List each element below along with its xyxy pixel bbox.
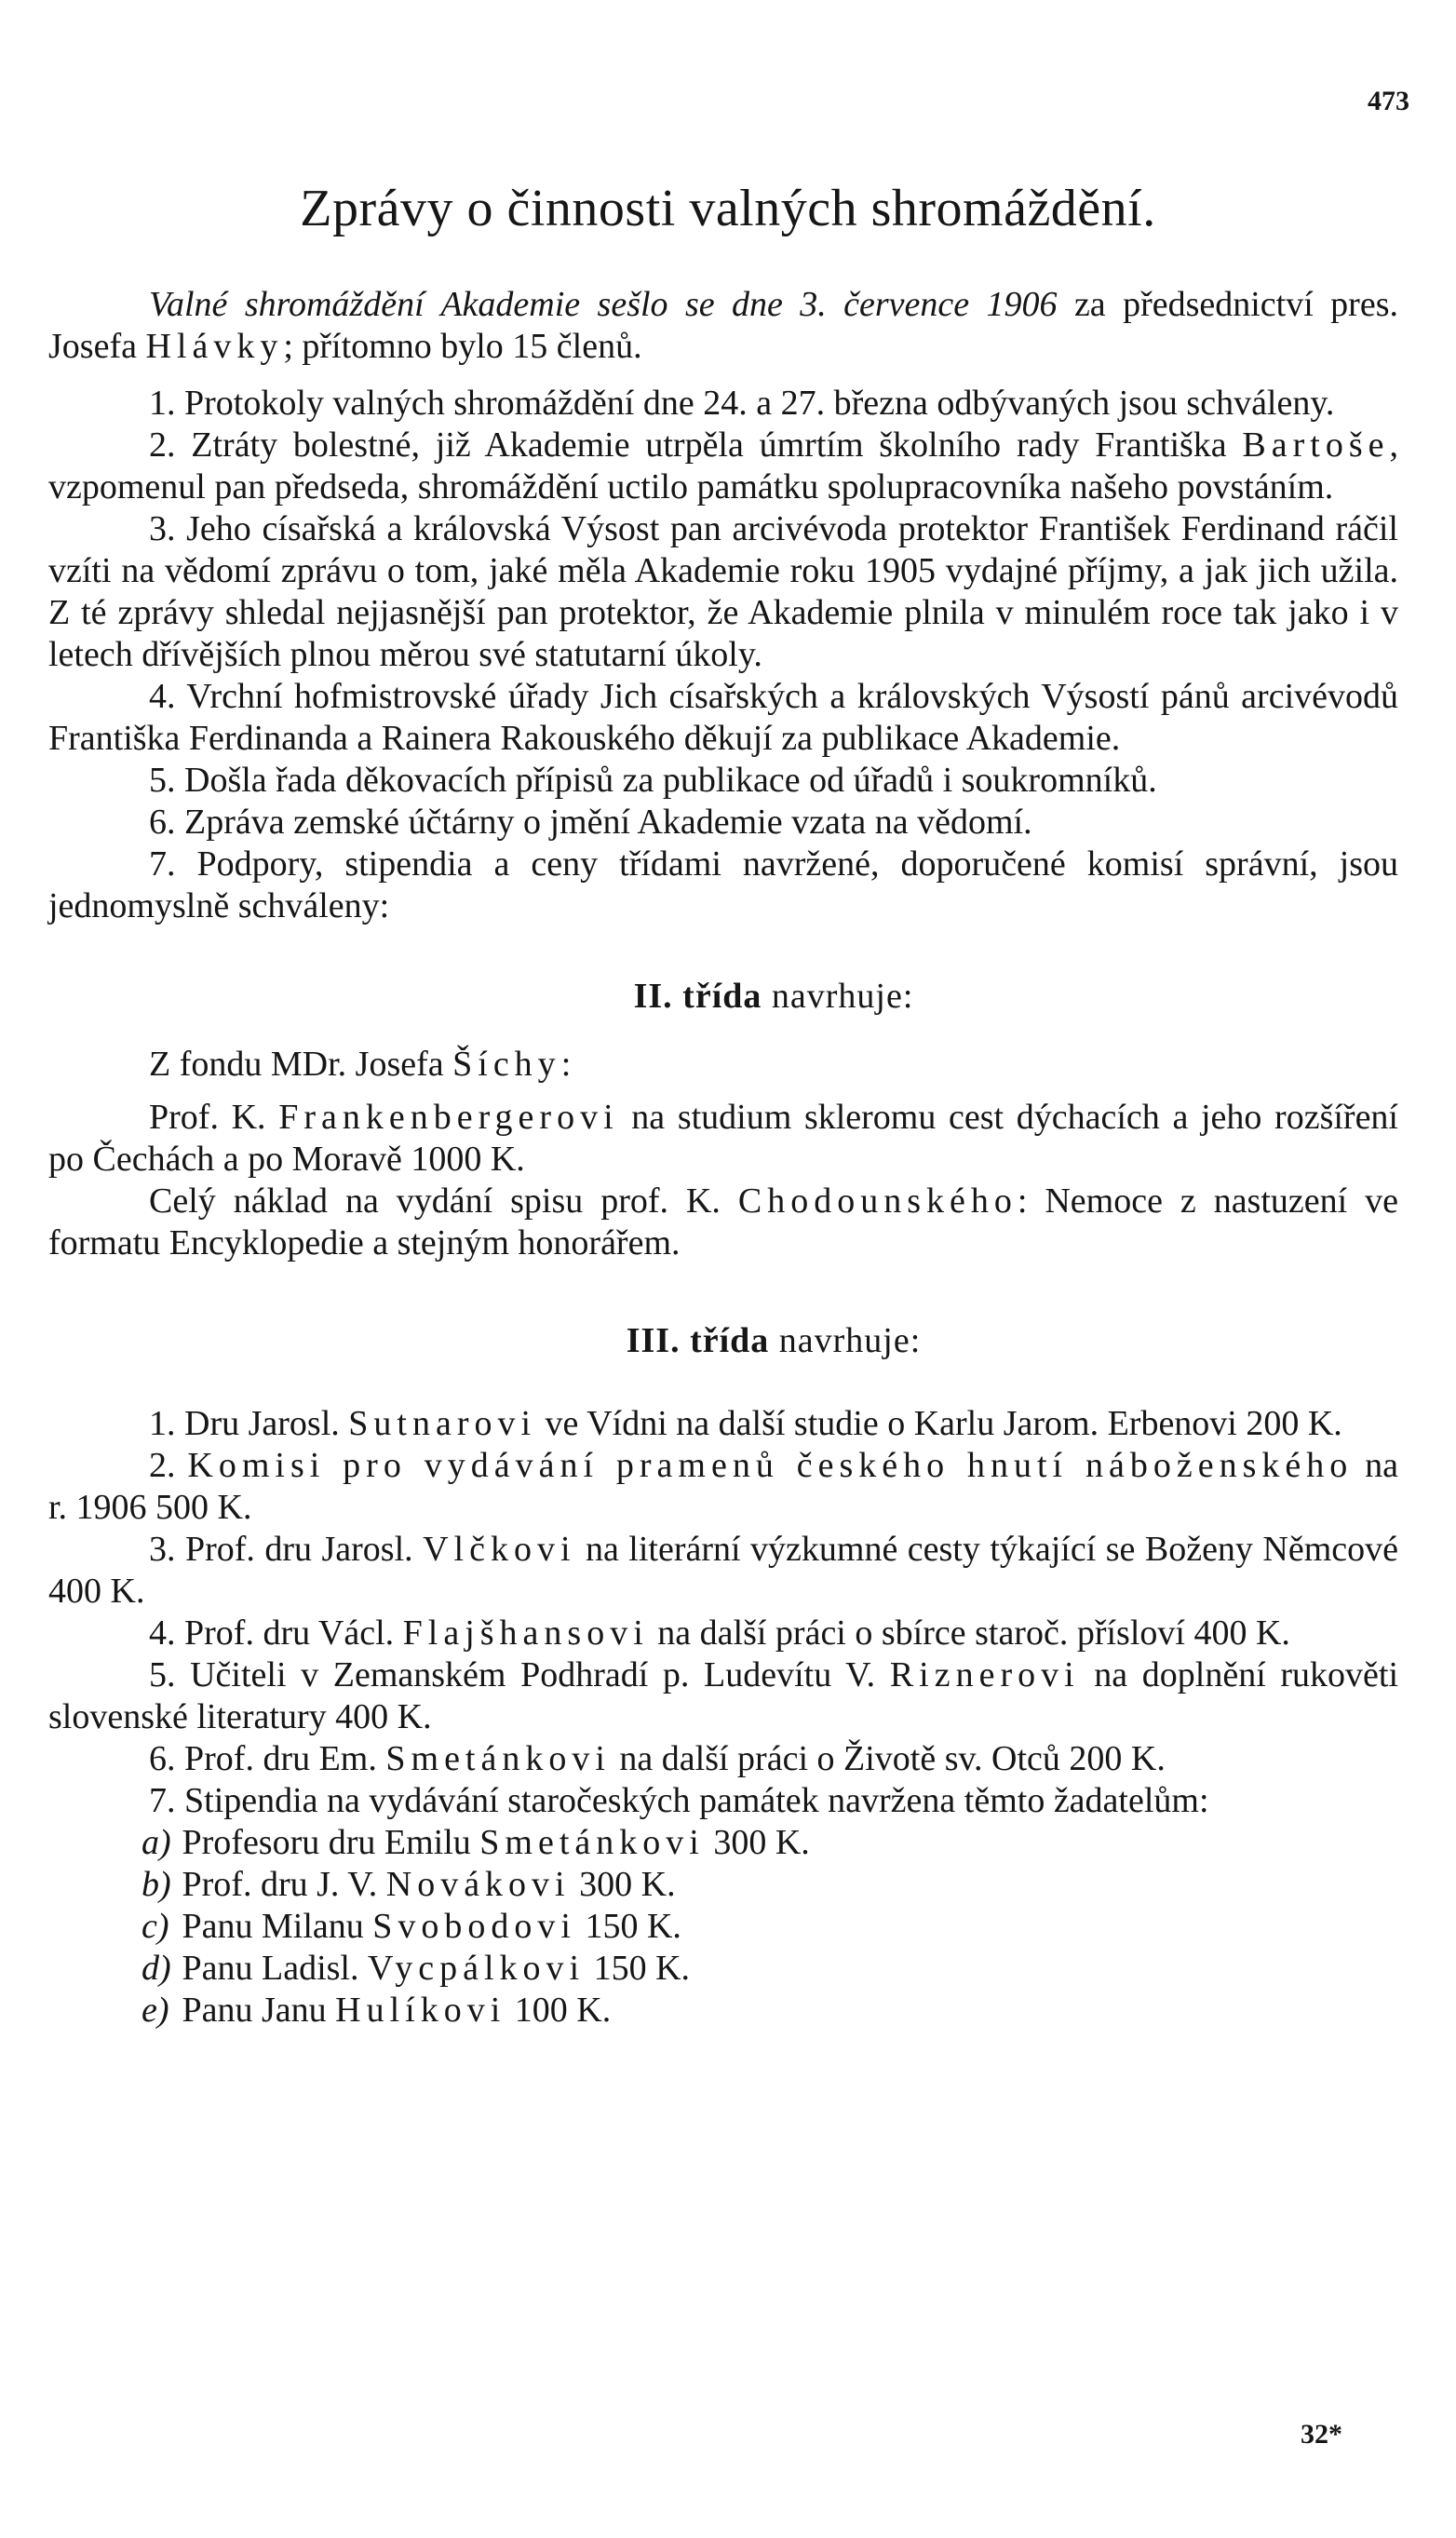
entry-6-text-end: na další práci o Životě sv. Otců 200 K. [610, 1739, 1166, 1778]
list-letter: e) [142, 1991, 169, 2030]
intro-name: Hlávky [145, 327, 284, 366]
list-item [48, 1822, 1398, 1864]
document-body [48, 284, 1398, 2032]
entry-6-name: Smetánkovi [385, 1739, 611, 1778]
item-2-name: Bartoše [1242, 425, 1390, 465]
intro-paragraph [48, 284, 1398, 368]
list-item [48, 1906, 1398, 1948]
intro-text-end: ; přítomno bylo 15 členů. [283, 327, 642, 366]
class-3-entry-7: 7. Stipendia na vydávání staročeských památek navržena těmto žadatelům: [149, 1781, 1209, 1820]
signature-mark: 32* [1301, 2419, 1342, 2450]
fund-name: Šíchy [452, 1045, 561, 1084]
entry-5-name: Riznerovi [889, 1655, 1080, 1694]
page-title: Zprávy o činnosti valných shromáždění. [300, 180, 1156, 237]
entry-5-text: 5. Učiteli v Zemanském Podhradí p. Ludevítu V. [149, 1655, 890, 1694]
list-text: Panu Milanu [182, 1907, 373, 1946]
item-4: 4. Vrchní hofmistrovské úřady Jich císařských a královských Výsostí pánů arcivévodů Františka Ferdinanda a Rainera Rakouského děkují za publikace Akademie. [48, 677, 1398, 758]
entry-2-name: Komisi pro vydávání pramenů českého hnutí náboženského [187, 1446, 1354, 1485]
list-item [48, 1990, 1398, 2032]
award-2-name: Chodounského [737, 1181, 1018, 1221]
list-item [48, 1948, 1398, 1990]
award-1-text: Prof. K. [149, 1098, 279, 1137]
list-name: Novákovi [385, 1865, 571, 1904]
fund-text-end: : [560, 1045, 572, 1084]
entry-1-text-end: ve Vídni na další studie o Karlu Jarom. Erbenovi 200 K. [536, 1404, 1342, 1443]
list-text: Panu Janu [182, 1991, 336, 2030]
entry-1-name: Sutnarovi [348, 1404, 537, 1443]
entry-3-name: Vlčkovi [423, 1530, 576, 1569]
entry-2-text: 2. [149, 1446, 188, 1485]
list-amount: 300 K. [570, 1865, 676, 1904]
item-2 [48, 425, 1398, 508]
class-2-heading [48, 976, 1398, 1018]
entry-6-text: 6. Prof. dru Em. [149, 1739, 386, 1778]
list-letter: a) [142, 1823, 171, 1862]
list-name: Svobodovi [372, 1907, 576, 1946]
award-1-name: Frankenbergerovi [278, 1098, 619, 1137]
award-2-text-end: : Nemoce z nastuzení ve formatu Encyklopedie a stejným honorářem. [48, 1181, 1399, 1262]
list-amount: 100 K. [506, 1991, 612, 2030]
list-name: Smetánkovi [479, 1823, 705, 1862]
list-text: Prof. dru J. V. [182, 1865, 386, 1904]
class-3-heading [48, 1320, 1398, 1362]
class-2-award-1 [48, 1097, 1398, 1181]
page-number: 473 [1368, 86, 1409, 116]
list-text: Panu Ladisl. [182, 1949, 368, 1988]
entry-2-text-end: na r. 1906 500 K. [48, 1446, 1399, 1527]
class-3-heading-rest: navrhuje: [769, 1321, 922, 1360]
entry-1-text: 1. Dru Jarosl. [149, 1404, 349, 1443]
class-3-entry-5 [48, 1654, 1398, 1738]
item-2-text: 2. Ztráty bolestné, již Akademie utrpěla úmrtím školního rady Františka [149, 425, 1243, 465]
list-letter: c) [142, 1907, 169, 1946]
intro-text: za předsednictví pres. Josefa [48, 285, 1398, 366]
list-amount: 150 K. [585, 1949, 691, 1988]
stipend-list [48, 1822, 1398, 2032]
fund-text: Z fondu MDr. Josefa [149, 1045, 453, 1084]
class-3-entry-1 [48, 1403, 1398, 1445]
entry-3-text-end: na literární výzkumné cesty týkající se Boženy Němcové 400 K. [48, 1530, 1398, 1611]
item-7: 7. Podpory, stipendia a ceny třídami navržené, doporučené komisí správní, jsou jednomyslně schváleny: [48, 844, 1398, 925]
list-text: Profesoru dru Emilu [182, 1823, 480, 1862]
class-3-entry-6 [48, 1738, 1398, 1780]
item-3: 3. Jeho císařská a královská Výsost pan arcivévoda protektor František Ferdinand ráčil vzíti na vědomí zprávu o tom, jaké měla Akademie roku 1905 vydajné příjmy, a jak jich užila. Z té zprávy shledal nejjasnější pan protektor, že Akademie plnila v minulém roce tak jako i v letech dřívějších plnou měrou své statutarní úkoly. [48, 509, 1398, 674]
item-2-text-end: , vzpomenul pan předseda, shromáždění uctilo památku spolupracovníka našeho povstáním. [48, 425, 1398, 506]
item-6: 6. Zpráva zemské účtárny o jmění Akademie vzata na vědomí. [149, 803, 1032, 842]
entry-5-text-end: na doplnění rukověti slovenské literatury 400 K. [48, 1655, 1399, 1736]
award-2-text: Celý náklad na vydání spisu prof. K. [149, 1181, 738, 1221]
list-item [48, 1864, 1398, 1906]
item-1: 1. Protokoly valných shromáždění dne 24. a 27. března odbývaných jsou schváleny. [149, 384, 1335, 423]
entry-3-text: 3. Prof. dru Jarosl. [149, 1530, 424, 1569]
entry-4-name: Flajšhansovi [402, 1613, 649, 1653]
class-3-entry-2 [48, 1445, 1398, 1529]
award-1-text-end: na studium skleromu cest dýchacích a jeho rozšíření po Čechách a po Moravě 1000 K. [48, 1098, 1398, 1179]
class-3-heading-bold: III. třída [626, 1321, 770, 1360]
class-3-entry-4 [48, 1613, 1398, 1654]
item-5: 5. Došla řada děkovacích přípisů za publikace od úřadů i soukromníků. [149, 761, 1157, 800]
list-name: Vycpálkovi [367, 1949, 586, 1988]
entry-4-text: 4. Prof. dru Václ. [149, 1613, 403, 1653]
list-amount: 300 K. [704, 1823, 810, 1862]
class-3-entry-3 [48, 1529, 1398, 1613]
list-name: Hulíkovi [335, 1991, 506, 2030]
class-2-heading-bold: II. třída [633, 977, 762, 1016]
intro-lead: Valné shromáždění Akademie sešlo se dne 3. července 1906 [149, 285, 1058, 324]
class-2-fund [48, 1044, 1398, 1086]
class-2-heading-rest: navrhuje: [762, 977, 914, 1016]
list-amount: 150 K. [575, 1907, 681, 1946]
list-letter: d) [142, 1949, 171, 1988]
entry-4-text-end: na další práci o sbírce staroč. přísloví 400 K. [648, 1613, 1290, 1653]
list-letter: b) [142, 1865, 171, 1904]
class-2-award-2 [48, 1181, 1398, 1264]
